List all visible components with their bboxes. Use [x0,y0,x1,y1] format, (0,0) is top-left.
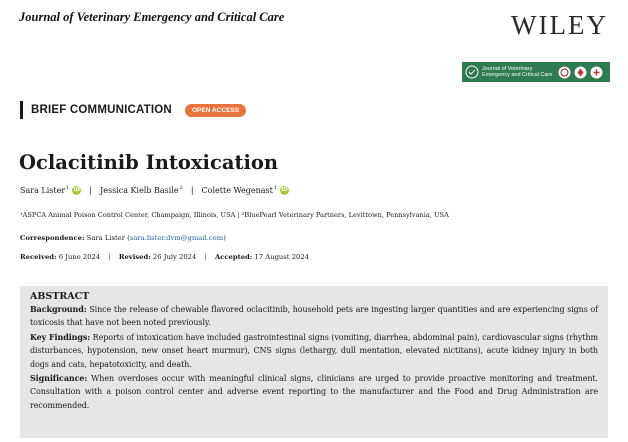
correspondence-name: Sara Lister [86,234,126,242]
key-findings-label: Key Findings: [30,331,91,342]
correspondence-label: Correspondence: [20,234,85,242]
open-access-badge[interactable]: OPEN ACCESS [185,104,246,117]
affiliations: ¹ASPCA Animal Poison Control Center, Champaign, Illinois, USA | ²BluePearl Veterinary Partners, Levittown, Pennsylvania, USA [20,211,449,219]
article-type-label: BRIEF COMMUNICATION [31,104,172,116]
accepted-date: 17 August 2024 [254,253,309,261]
section-marker [20,101,23,119]
association-seal-icon [590,66,603,79]
author-list [20,185,289,195]
revised-date: 26 July 2024 [152,253,197,261]
received-label: Received: [20,253,57,261]
college-seal-icon [574,66,587,79]
abstract-significance [30,372,598,412]
accepted-label: Accepted: [214,253,253,261]
background-text: Since the release of chewable flavored oclacitinib, household pets are ingesting larger quantities and are experiencing signs of toxicosis that have not been noted previously. [30,305,598,328]
significance-text: When overdoses occur with meaningful clinical signs, clinicians are urged to provide proactive monitoring and treatment. Consultation with a poison control center and adverse event reporting to the manufacturer and the Food and Drug Administration are recommended. [30,374,598,410]
article-dates [20,253,309,261]
background-label: Background: [30,304,87,314]
significance-label: Significance: [30,373,88,384]
orcid-icon[interactable]: iD [73,186,81,193]
email-link[interactable]: sara.lister.dvm@gmail.com [129,234,224,242]
date-separator: | [108,253,111,261]
author-link[interactable]: Sara Lister$^1$ [20,185,70,195]
abstract-background [30,303,598,330]
publisher-logo[interactable]: WILEY [511,10,608,40]
orcid-icon[interactable]: iD [281,186,288,193]
abstract-key-findings [30,331,598,371]
abstract-heading: ABSTRACT [30,291,90,302]
banner-journal-name: Journal of Veterinary Emergency and Critical Care [482,66,553,78]
date-separator: | [204,253,207,261]
author-separator: | [190,185,194,195]
author-link[interactable]: Colette Wegenast$^1$ [201,185,278,195]
society-seal-icon [558,66,571,79]
article-title: Oclacitinib Intoxication [19,151,279,174]
author-separator: | [89,185,93,195]
revised-label: Revised: [118,253,151,261]
key-findings-text: Reports of intoxication have included gastrointestinal signs (vomiting, diarrhea, abdominal pain), cardiovascular signs (rhythm disturbances, hypotension, new onset heart murmur), CNS signs (lethargy, dull mentation, elevated nictitans), acute kidney injury in both dogs and cats, hepatotoxicity, and death. [30,332,598,369]
journal-logo-icon [465,65,479,79]
correspondence: Correspondence: Sara Lister (sara.lister.dvm@gmail.com) [20,234,226,242]
received-date: 6 June 2024 [58,253,101,261]
journal-banner[interactable] [462,62,610,82]
journal-title[interactable]: Journal of Veterinary Emergency and Critical Care [19,10,285,24]
abstract-box [20,286,608,438]
author-link[interactable]: Jessica Kielb Basile$^2$ [100,185,183,195]
